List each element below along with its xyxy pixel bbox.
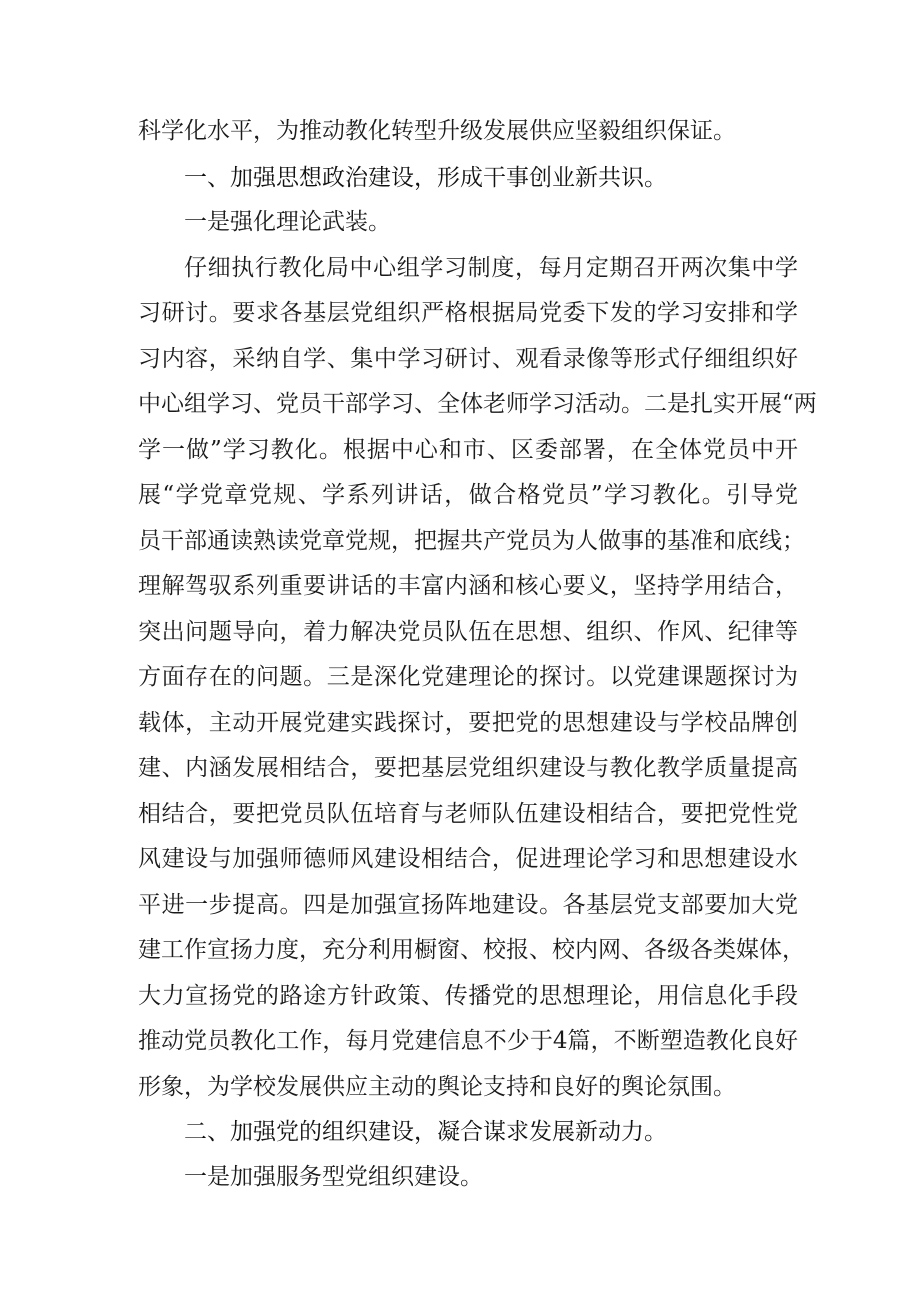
section-heading-1: 一、加强思想政治建设，形成干事创业新共识。 bbox=[184, 165, 667, 191]
paragraph-line: 风建设与加强师德师风建设相结合，促进理论学习和思想建设水 bbox=[138, 846, 798, 872]
subheading-line: 一是强化理论武装。 bbox=[184, 209, 391, 235]
paragraph-line: 科学化水平，为推动教化转型升级发展供应坚毅组织保证。 bbox=[138, 118, 736, 144]
paragraph-line: 平进一步提高。四是加强宣扬阵地建设。各基层党支部要加大党 bbox=[138, 892, 798, 918]
paragraph-line: 建、内涵发展相结合，要把基层党组织建设与教化教学质量提高 bbox=[138, 755, 798, 781]
section-heading-2: 二、加强党的组织建设，凝合谋求发展新动力。 bbox=[184, 1119, 667, 1145]
paragraph-line: 仔细执行教化局中心组学习制度，每月定期召开两次集中学 bbox=[184, 255, 798, 281]
paragraph-line: 大力宣扬党的路途方针政策、传播党的思想理论，用信息化手段 bbox=[138, 983, 798, 1009]
paragraph-line: 载体，主动开展党建实践探讨，要把党的思想建设与学校品牌创 bbox=[138, 710, 798, 736]
paragraph-line: 学一做”学习教化。根据中心和市、区委部署，在全体党员中开 bbox=[138, 437, 798, 463]
paragraph-line: 建工作宣扬力度，充分利用橱窗、校报、校内网、各级各类媒体， bbox=[138, 937, 805, 963]
paragraph-line: 展“学党章党规、学系列讲话，做合格党员”学习教化。引导党 bbox=[138, 482, 798, 508]
paragraph-line: 员干部通读熟读党章党规，把握共产党员为人做事的基准和底线； bbox=[138, 528, 805, 554]
paragraph-line: 相结合，要把党员队伍培育与老师队伍建设相结合，要把党性党 bbox=[138, 801, 798, 827]
paragraph-line: 习研讨。要求各基层党组织严格根据局党委下发的学习安排和学 bbox=[138, 300, 798, 326]
paragraph-line: 习内容，采纳自学、集中学习研讨、观看录像等形式仔细组织好 bbox=[138, 346, 798, 372]
paragraph-line: 推动党员教化工作，每月党建信息不少于4篇，不断塑造教化良好 bbox=[138, 1028, 798, 1054]
paragraph-line: 中心组学习、党员干部学习、全体老师学习活动。二是扎实开展“两 bbox=[138, 391, 817, 417]
paragraph-line: 理解驾驭系列重要讲话的丰富内涵和核心要义，坚持学用结合， bbox=[138, 573, 798, 599]
paragraph-line: 形象，为学校发展供应主动的舆论支持和良好的舆论氛围。 bbox=[138, 1074, 736, 1100]
subheading-line: 一是加强服务型党组织建设。 bbox=[184, 1164, 483, 1190]
paragraph-line: 突出问题导向，着力解决党员队伍在思想、组织、作风、纪律等 bbox=[138, 619, 798, 645]
paragraph-line: 方面存在的问题。三是深化党建理论的探讨。以党建课题探讨为 bbox=[138, 664, 798, 690]
